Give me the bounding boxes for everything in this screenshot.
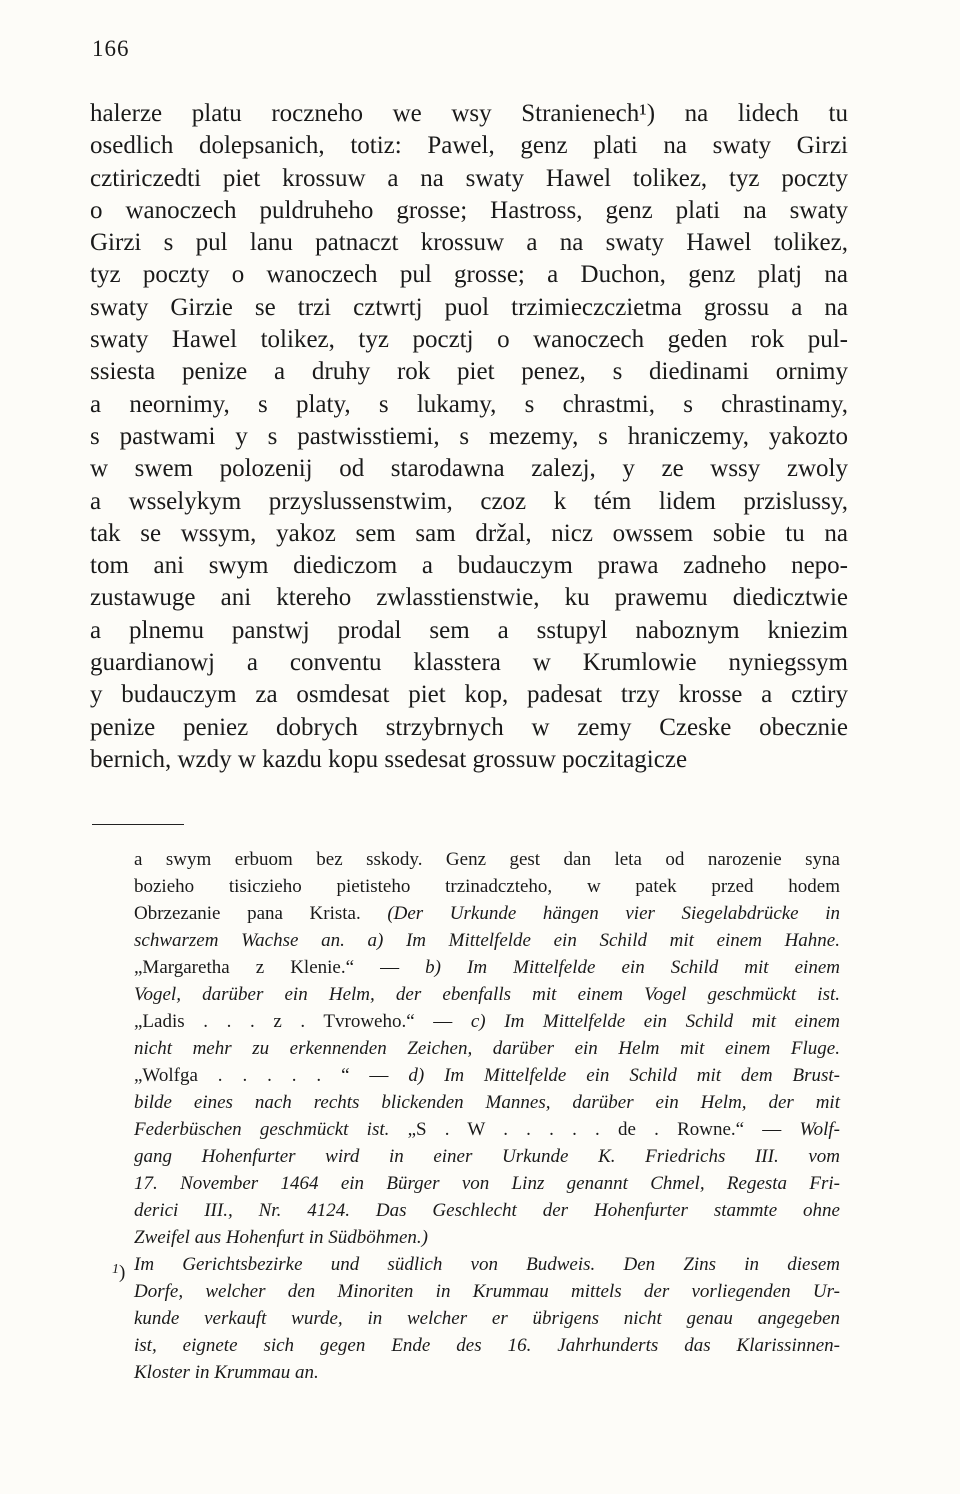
main-text-line: s pastwami y s pastwisstiemi, s mezemy, s hraniczemy, yakozto (90, 422, 848, 450)
notes-block (134, 846, 840, 1386)
text-run: a swym erbuom bez sskody. Genz gest dan leta od narozenie syna (134, 849, 840, 870)
main-text-line: ssiesta penize a druhy rok piet penez, s diedinami ornimy (90, 358, 848, 386)
text-run: „Margaretha z Klenie.“ — (134, 957, 426, 978)
main-text-line: a neornimy, s platy, s lukamy, s chrastmi, s chrastinamy, (90, 390, 848, 418)
main-text-line: a wsselykym przyslussenstwim, czoz k tém lidem przislussy, (90, 487, 848, 515)
text-run: „Wolfga . . . . . “ — (134, 1065, 409, 1086)
text-run: „S . W . . . . . de . Rowne.“ — (407, 1119, 800, 1140)
text-run: b) Im Mittelfelde ein Schild mit einem (425, 957, 840, 978)
note-line (134, 1170, 840, 1197)
note-line (134, 1116, 840, 1143)
note-line (134, 900, 840, 927)
text-run: Dorfe, welcher den Minoriten in Krummau mittels der vorliegenden Ur- (134, 1281, 840, 1302)
footnote-marker (112, 1262, 125, 1284)
main-text-line: tak se wssym, yakoz sem sam držal, nicz owssem sobie tu na (90, 519, 848, 547)
main-text-line: a plnemu panstwj prodal sem a sstupyl naboznym kniezim (90, 616, 848, 644)
main-text-line: halerze platu roczneho we wsy Stranienech¹) na lidech tu (90, 100, 848, 127)
text-run: Obrzezanie pana Krista. (134, 903, 388, 924)
note-line (134, 981, 840, 1008)
page-number: 166 (92, 36, 130, 61)
text-run: (Der Urkunde hängen vier Siegelabdrücke in (387, 903, 840, 924)
text-run: Zweifel aus Hohenfurt in Südböhmen.) (134, 1227, 428, 1248)
text-run: Kloster in Krummau an. (134, 1362, 319, 1383)
main-text-line: cztiriczedti piet krossuw a na swaty Hawel tolikez, tyz poczty (90, 164, 848, 192)
text-run: kunde verkauft wurde, in welcher er übrigens nicht genau angegeben (134, 1308, 840, 1329)
note-line (134, 1008, 840, 1035)
text-run: Federbüschen geschmückt ist. (134, 1119, 408, 1140)
main-text-line: swaty Hawel tolikez, tyz pocztj o wanoczech geden rok pul- (90, 326, 848, 354)
note-line (134, 1035, 840, 1062)
text-run: schwarzem Wachse an. a) Im Mittelfelde ein Schild mit einem Hahne. (134, 930, 840, 951)
text-run: Im Gerichtsbezirke und südlich von Budweis. Den Zins in diesem (134, 1254, 840, 1275)
main-text-line: osedlich dolepsanich, totiz: Pawel, genz plati na swaty Girzi (90, 132, 848, 160)
main-text-line: zustawuge ani ktereho zwlasstienstwie, ku prawemu diedicztwie (90, 584, 848, 612)
main-text-line: penize peniez dobrych strzybrnych w zemy Czeske obecznie (90, 713, 848, 741)
main-text-line: swaty Girzie se trzi cztwrtj puol trzimieczczietma grossu a na (90, 293, 848, 321)
text-run: gang Hohenfurter wird in einer Urkunde K. Friedrichs III. vom (134, 1146, 840, 1167)
note-line (134, 954, 840, 981)
text-run: derici III., Nr. 4124. Das Geschlecht der Hohenfurter stammte ohne (134, 1200, 840, 1221)
text-run: 17. November 1464 ein Bürger von Linz genannt Chmel, Regesta Fri- (134, 1173, 840, 1194)
text-run: bozieho tisiczieho pietisteho trzinadczteho, w patek przed hodem (134, 876, 840, 897)
note-line (134, 1062, 840, 1089)
footnote-line (134, 1251, 840, 1278)
note-line (134, 927, 840, 954)
note-line (134, 873, 840, 900)
footnote-line (134, 1359, 840, 1386)
note-line (134, 1224, 840, 1251)
footnote-line (134, 1332, 840, 1359)
footnote-marker-number: 1 (112, 1262, 119, 1277)
text-run: Vogel, darüber ein Helm, der ebenfalls mit einem Vogel geschmückt ist. (134, 984, 840, 1005)
text-run: „Ladis . . . z . Tvroweho.“ — (134, 1011, 471, 1032)
text-run: bilde eines nach rechts blickenden Mannes, darüber ein Helm, der mit (134, 1092, 840, 1113)
main-text-line: Girzi s pul lanu patnaczt krossuw a na swaty Hawel tolikez, (90, 229, 848, 257)
main-text-line: o wanoczech puldruheho grosse; Hastross, genz plati na swaty (90, 196, 848, 224)
note-line (134, 1143, 840, 1170)
text-run: ist, eignete sich gegen Ende des 16. Jahrhunderts das Klarissinnen- (134, 1335, 840, 1356)
main-text-line: bernich, wzdy w kazdu kopu ssedesat grossuw poczitagicze (90, 745, 688, 773)
text-run: c) Im Mittelfelde ein Schild mit einem (470, 1011, 840, 1032)
note-line (134, 1089, 840, 1116)
text-run: Wolf- (799, 1119, 840, 1140)
text-run: nicht mehr zu erkennenden Zeichen, darüber ein Helm mit einem Fluge. (134, 1038, 840, 1059)
text-run: d) Im Mittelfelde ein Schild mit dem Brust- (408, 1065, 840, 1086)
footnote-line (134, 1278, 840, 1305)
main-text-line: tyz poczty o wanoczech pul grosse; a Duchon, genz platj na (90, 261, 848, 289)
footnote-marker-paren: ) (119, 1262, 126, 1283)
main-text-line: guardianowj a conventu klasstera w Krumlowie nyniegssym (90, 649, 848, 677)
note-line (134, 846, 840, 873)
main-text (90, 98, 848, 776)
footnote-line (134, 1305, 840, 1332)
main-text-line: y budauczym za osmdesat piet kop, padesat trzy krosse a cztiry (90, 681, 848, 709)
main-text-line: tom ani swym diediczom a budauczym prawa zadneho nepo- (90, 552, 848, 580)
main-text-line: w swem polozenij od starodawna zalezj, y ze wssy zwoly (90, 455, 848, 483)
footnote-rule (92, 824, 184, 825)
note-line (134, 1197, 840, 1224)
